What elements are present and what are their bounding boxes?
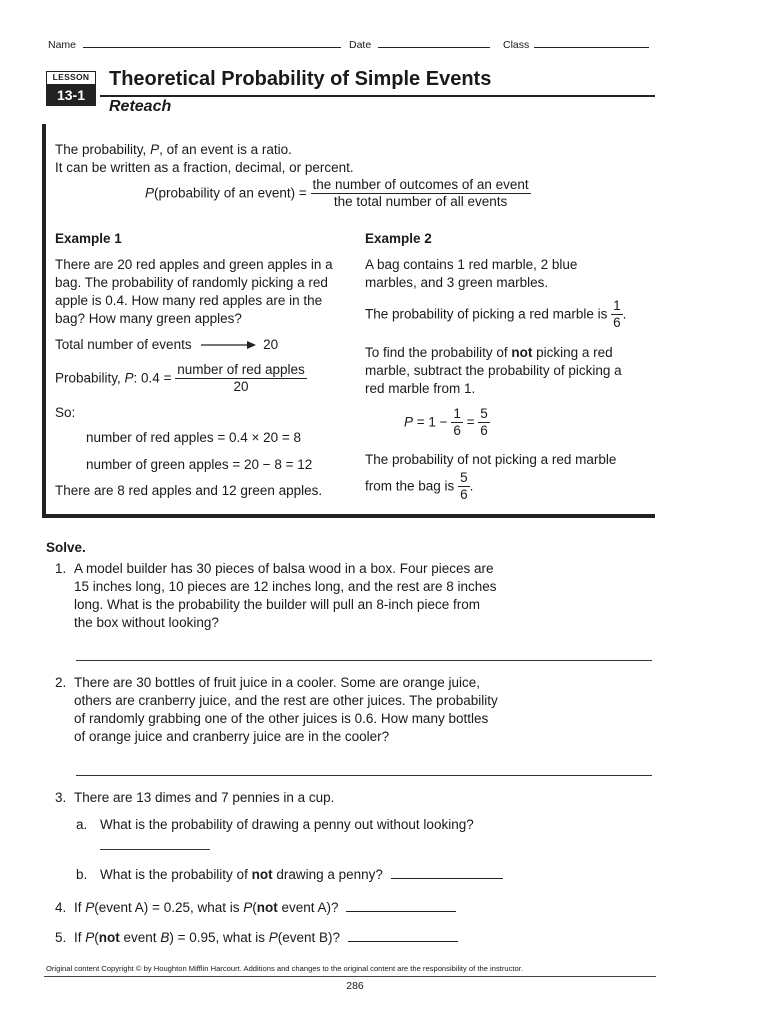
date-field-label: Date (349, 39, 490, 51)
example-2-heading: Example 2 (365, 231, 432, 246)
question-3a-answer-line[interactable] (100, 849, 210, 850)
example-2-red-probability: The probability of picking a red marble is $\frac{1}{6}$ . (365, 298, 627, 330)
reteach-box-bottom-border (42, 514, 655, 518)
example-1-heading: Example 1 (55, 231, 122, 246)
name-field-label: Name (48, 39, 341, 51)
lesson-badge-number: 13-1 (46, 85, 96, 106)
question-3b-label: b. (76, 867, 88, 882)
example-2-fraction-one-sixth: $\frac{1}{6}$ (613, 298, 621, 330)
example-2-fraction-five-sixths: $\frac{5}{6}$ (460, 470, 468, 502)
probability-formula: P(probability of an event) = $\frac{\text{the number of outcomes of an event}}{\text{the total number of all events}}$ (145, 177, 529, 209)
intro-line-2: It can be written as a fraction, decimal, or percent. (55, 160, 354, 175)
question-3a-text: What is the probability of drawing a penny out without looking? (100, 817, 474, 832)
page-title: Theoretical Probability of Simple Events (109, 68, 492, 90)
footer-rule (44, 976, 656, 977)
name-line (83, 47, 341, 48)
example-2-not-explanation: To find the probability of not picking a red marble, subtract the probability of picking a red marble from 1. (365, 345, 622, 396)
example-2-result-line-1: The probability of not picking a red marble (365, 452, 617, 467)
reteach-box-left-border (42, 124, 46, 516)
page-number: 286 (346, 980, 364, 992)
lesson-badge-label: LESSON (46, 71, 96, 85)
example-2-problem: A bag contains 1 red marble, 2 blue marbles, and 3 green marbles. (365, 257, 578, 290)
example-1-conclusion: There are 8 red apples and 12 green apples. (55, 483, 323, 498)
example-1-calc-red: number of red apples = 0.4 × 20 = 8 (86, 430, 302, 445)
question-3b-text: What is the probability of not drawing a penny? (100, 866, 503, 884)
question-3-number: 3. (55, 790, 67, 805)
class-line (534, 47, 649, 48)
class-field-label: Class (503, 39, 649, 51)
question-5-number: 5. (55, 930, 67, 945)
question-2-answer-line[interactable] (76, 775, 652, 776)
question-4-number: 4. (55, 900, 67, 915)
example-1-fraction: $\frac{\text{number of red apples}}{20}$ (177, 362, 305, 394)
question-1-text: A model builder has 30 pieces of balsa wood in a box. Four pieces are 15 inches long, 10 pieces are 12 inches long, and the rest are 8 inches long. What is the probability the builder will pull an 8-inch piece from the box without looking? (74, 561, 497, 630)
title-rule (100, 95, 655, 97)
intro-line-1: The probability, P, of an event is a ratio. (55, 142, 292, 157)
question-3a-label: a. (76, 817, 88, 832)
formula-fraction: $\frac{\text{the number of outcomes of an event}}{\text{the total number of all events}}$ (312, 177, 529, 209)
example-1-total-events: Total number of events 20 (55, 337, 279, 352)
solve-heading: Solve. (46, 540, 86, 555)
lesson-badge (46, 71, 96, 105)
equation-fraction-2: $\frac{5}{6}$ (480, 406, 488, 438)
question-1-answer-line[interactable] (76, 660, 652, 661)
footer-copyright: Original content Copyright © by Houghton Mifflin Harcourt. Additions and changes to the original content are the responsibility of the instructor. (46, 964, 523, 973)
example-2-result-line-2: from the bag is $\frac{5}{6}$ . (365, 470, 474, 502)
question-5-answer-line[interactable] (348, 941, 458, 942)
question-2-number: 2. (55, 675, 67, 690)
question-3-text: There are 13 dimes and 7 pennies in a cup. (74, 790, 335, 805)
example-2-equation: P = 1 − $\frac{1}{6}$ = $\frac{5}{6}$ (404, 406, 488, 438)
question-3b-answer-line[interactable] (391, 878, 503, 879)
page-subtitle: Reteach (109, 98, 172, 115)
example-1-so: So: (55, 405, 76, 420)
question-2-text: There are 30 bottles of fruit juice in a cooler. Some are orange juice, others are cranberry juice, and the rest are other juices. The probability of randomly grabbing one of the other juices is 0.6. How many bottles of orange juice and cranberry juice are in the cooler? (74, 675, 498, 744)
example-1-calc-green: number of green apples = 20 − 8 = 12 (86, 457, 313, 472)
question-4-text: If P(event A) = 0.25, what is P(not event A)? (74, 899, 456, 917)
arrow-right-icon (199, 340, 257, 350)
date-line (378, 47, 490, 48)
example-1-problem: There are 20 red apples and green apples in a bag. The probability of randomly picking a red apple is 0.4. How many red apples are in the bag? How many green apples? (55, 257, 333, 326)
question-4-answer-line[interactable] (346, 911, 456, 912)
equation-fraction-1: $\frac{1}{6}$ (453, 406, 461, 438)
question-1-number: 1. (55, 561, 67, 576)
question-5-text: If P(not event B) = 0.95, what is P(event B)? (74, 929, 458, 947)
example-1-probability: Probability, P: 0.4 = $\frac{\text{number of red apples}}{20}$ (55, 362, 305, 394)
